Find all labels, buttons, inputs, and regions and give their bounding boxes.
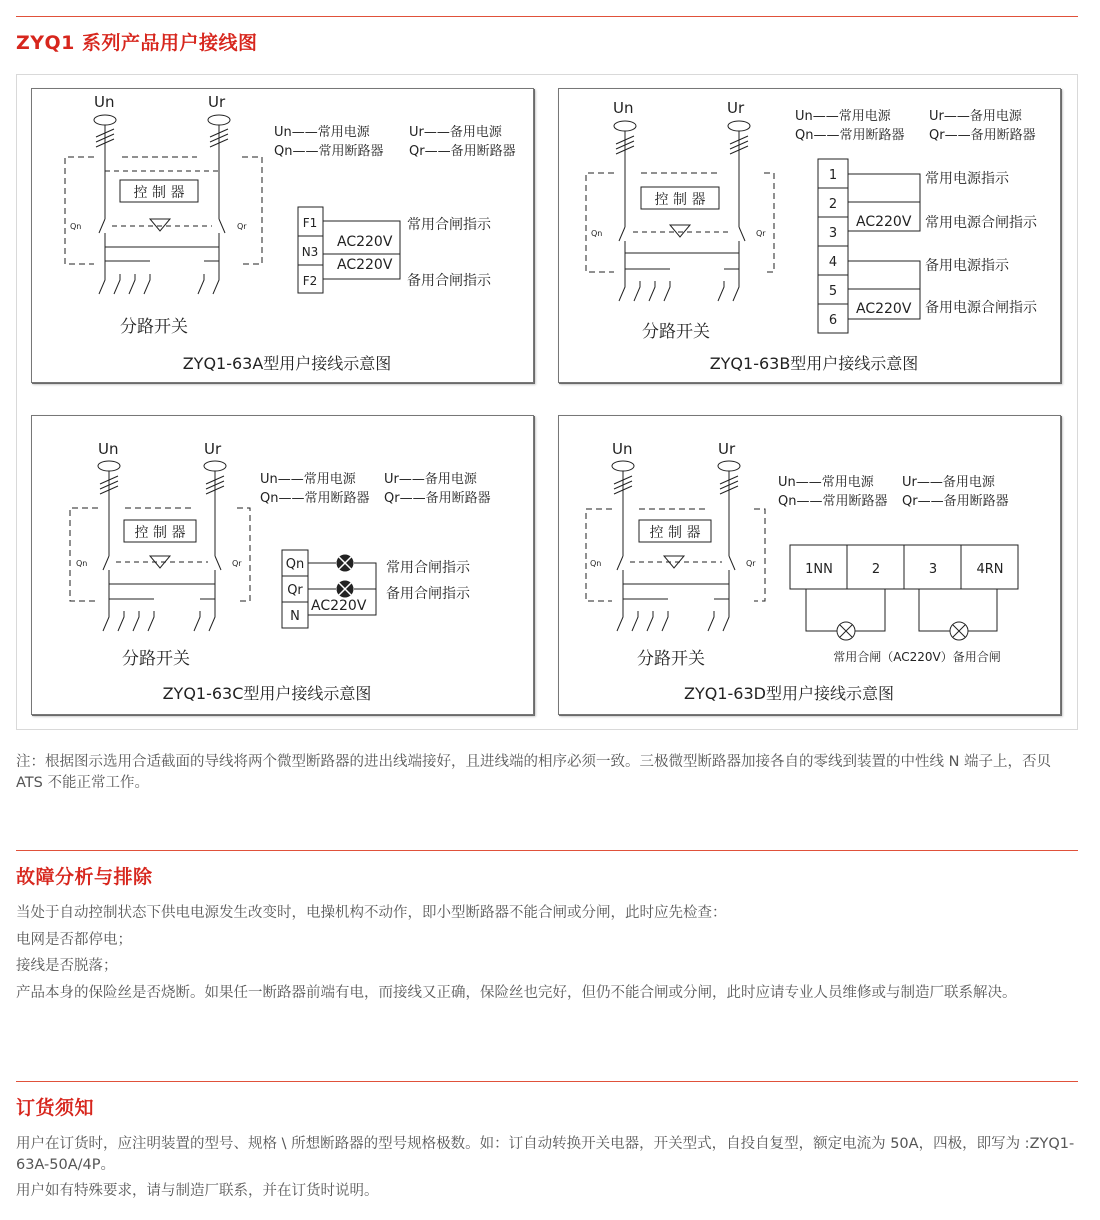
legend-un: Un——常用电源: [795, 109, 891, 124]
indicator-backup-close: 备用电源合闸指示: [925, 300, 1037, 316]
legend-qn: Qn——常用断路器: [778, 494, 888, 509]
branch-switches: [103, 599, 215, 631]
diagram-c: [31, 415, 534, 715]
voltage: AC220V: [311, 598, 367, 614]
troubleshoot-line-1: 当处于自动控制状态下供电电源发生改变时，电操机构不动作，即小型断路器不能合闸或分闸，此时应先检查：: [16, 905, 727, 921]
diagram-c-caption: ZYQ1-63C型用户接线示意图: [162, 684, 372, 703]
terminal-f2: F2: [302, 274, 318, 288]
legend-qr: Qr——备用断路器: [902, 494, 1009, 509]
controller-label: 控 制 器: [654, 192, 706, 208]
terminal-4rn: 4RN: [976, 562, 1004, 577]
terminal-1: 1: [828, 168, 838, 183]
controller-label: 控 制 器: [133, 185, 185, 201]
diagram-d-svg: [559, 416, 1062, 716]
wiring-note: 注：根据图示选用合适截面的导线将两个微型断路器的进出线端接好，且进线端的相序必须一致。三极微型断路器加接各自的零线到装置的中性线 N 端子上，否贝 ATS 不能正常工作。: [16, 754, 1052, 791]
branch-switches: [99, 261, 219, 294]
ordering-line-1: 用户在订货时，应注明装置的型号、规格 \ 所想断路器的型号规格极数。如：订自动转换开关电器，开关型式，自投自复型，额定电流为 50A，四极，即写为 :ZYQ1-63A-50A/4P。: [16, 1136, 1075, 1173]
troubleshoot-line-4: 产品本身的保险丝是否烧断。如果任一断路器前端有电，而接线又正确，保险丝也完好，但仍不能合闸或分闸，此时应请专业人员维修或与制造厂联系解决。: [16, 985, 1017, 1001]
legend-qr: Qr——备用断路器: [384, 491, 491, 506]
branch-switches: [619, 269, 739, 301]
terminal-qn: Qn: [285, 557, 305, 572]
un-label: Un: [612, 440, 633, 458]
ordering-line-2: 用户如有特殊要求，请与制造厂联系，并在订货时说明。: [16, 1183, 379, 1199]
qr-label: Qr: [232, 559, 242, 568]
controller-label: 控 制 器: [134, 525, 186, 541]
section-rule-2: [16, 850, 1078, 851]
legend-un: Un——常用电源: [778, 475, 874, 490]
un-label: Un: [94, 93, 115, 111]
voltage-1: AC220V: [856, 214, 912, 230]
legend-ur: Ur——备用电源: [384, 472, 477, 487]
indicator-backup-source: 备用电源指示: [925, 258, 1009, 274]
legend-ur: Ur——备用电源: [929, 109, 1022, 124]
diagram-a-caption: ZYQ1-63A型用户接线示意图: [182, 354, 392, 373]
qn-label: Qn: [591, 229, 603, 238]
legend-un: Un——常用电源: [260, 472, 356, 487]
branch-label: 分路开关: [122, 649, 190, 669]
voltage-2: AC220V: [337, 257, 393, 273]
terminal-2: 2: [871, 562, 881, 577]
indicator-backup: 备用合闸指示: [386, 586, 470, 602]
lamp-label: 常用合闸（AC220V）备用合闸: [833, 650, 1001, 664]
qn-label: Qn: [590, 559, 602, 568]
controller-label: 控 制 器: [649, 525, 701, 541]
voltage-2: AC220V: [856, 301, 912, 317]
terminal-2: 2: [828, 197, 838, 212]
terminal-3: 3: [828, 226, 838, 241]
branch-label: 分路开关: [642, 322, 710, 342]
lamp-icon: [337, 581, 353, 597]
diagram-b-caption: ZYQ1-63B型用户接线示意图: [709, 354, 919, 373]
diagram-b-svg: [559, 89, 1062, 384]
terminal-5: 5: [828, 284, 838, 299]
terminal-n: N: [290, 609, 300, 624]
terminal-6: 6: [828, 313, 838, 328]
diagram-c-svg: [32, 416, 535, 716]
branch-label: 分路开关: [637, 649, 705, 669]
ur-label: Ur: [204, 440, 222, 458]
terminal-n3: N3: [301, 245, 319, 259]
terminal-1nn: 1NN: [805, 562, 833, 577]
diagram-d-caption: ZYQ1-63D型用户接线示意图: [684, 684, 894, 703]
lamp-icon: [837, 622, 855, 640]
lamp-icon: [337, 555, 353, 571]
indicator-backup: 备用合闸指示: [407, 273, 491, 289]
terminal-f1: F1: [302, 216, 318, 230]
qr-label: Qr: [237, 222, 247, 231]
un-label: Un: [613, 99, 634, 117]
ur-label: Ur: [727, 99, 745, 117]
indicator-normal: 常用合闸指示: [386, 560, 470, 576]
qr-label: Qr: [746, 559, 756, 568]
diagram-b: [558, 88, 1061, 383]
legend-un: Un——常用电源: [274, 125, 370, 140]
qn-label: Qn: [70, 222, 82, 231]
section-title-troubleshooting: 故障分析与排除: [16, 866, 153, 888]
legend-qr: Qr——备用断路器: [409, 144, 516, 159]
legend-ur: Ur——备用电源: [902, 475, 995, 490]
indicator-normal: 常用合闸指示: [407, 217, 491, 233]
legend-qn: Qn——常用断路器: [260, 491, 370, 506]
diagram-a-svg: [32, 89, 535, 384]
terminal-4: 4: [828, 255, 838, 270]
section-title-ordering: 订货须知: [16, 1097, 95, 1119]
legend-ur: Ur——备用电源: [409, 125, 502, 140]
terminal-3: 3: [928, 562, 938, 577]
section-rule-1: [16, 16, 1078, 17]
indicator-normal-source: 常用电源指示: [925, 171, 1009, 187]
legend-qn: Qn——常用断路器: [274, 144, 384, 159]
qn-label: Qn: [76, 559, 88, 568]
ur-label: Ur: [208, 93, 226, 111]
troubleshoot-line-3: 接线是否脱落；: [16, 958, 118, 974]
troubleshoot-line-2: 电网是否都停电；: [16, 932, 132, 948]
lamp-icon: [950, 622, 968, 640]
branch-label: 分路开关: [120, 317, 188, 337]
section-rule-3: [16, 1081, 1078, 1082]
ur-label: Ur: [718, 440, 736, 458]
diagram-d: [558, 415, 1061, 715]
branch-switches: [617, 599, 729, 631]
indicator-normal-close: 常用电源合闸指示: [925, 215, 1037, 231]
diagram-a: [31, 88, 534, 383]
legend-qn: Qn——常用断路器: [795, 128, 905, 143]
terminal-qr: Qr: [287, 583, 303, 598]
section-title-wiring: ZYQ1 系列产品用户接线图: [16, 32, 258, 54]
un-label: Un: [98, 440, 119, 458]
legend-qr: Qr——备用断路器: [929, 128, 1036, 143]
qr-label: Qr: [756, 229, 766, 238]
voltage-1: AC220V: [337, 234, 393, 250]
